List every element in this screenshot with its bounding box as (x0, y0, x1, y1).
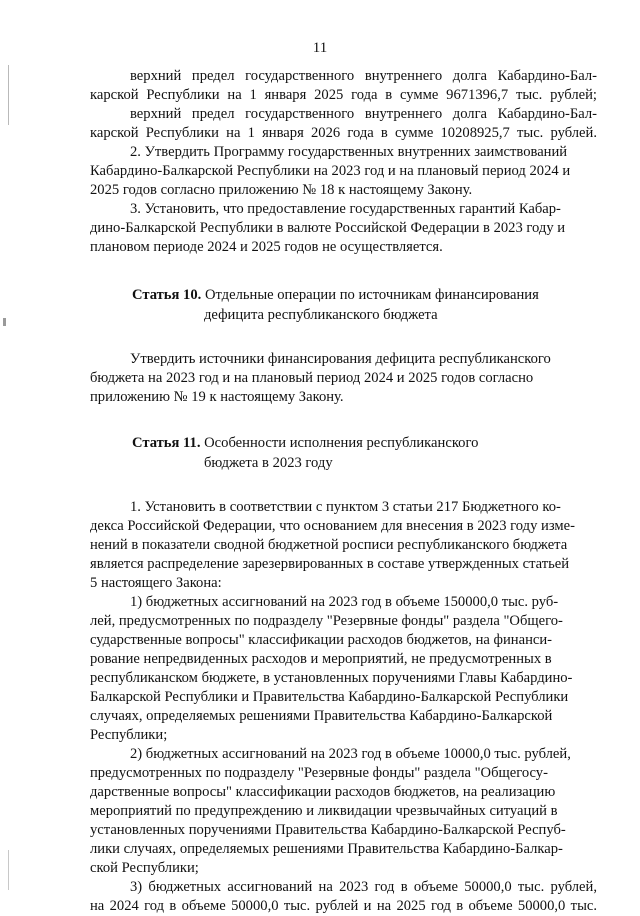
paragraph-item-3 (90, 878, 597, 916)
scan-edge-line-bottom (8, 850, 9, 890)
text-line: приложению № 19 к настоящему Закону. (90, 389, 344, 405)
text-line: карской Республики на 1 января 2025 года в сумме 9671396,7 тыс. рублей; (90, 87, 597, 103)
article-11-title-cont: бюджета в 2023 году (204, 455, 333, 471)
scan-edge-mark (3, 318, 6, 326)
page-number: 11 (312, 40, 328, 56)
text-line: Республики; (90, 727, 168, 743)
text-line: республиканском бюджете, в установленных поручениями Главы Кабардино- (90, 670, 573, 686)
text-line: 5 настоящего Закона: (90, 575, 222, 591)
paragraph-item-2 (90, 745, 597, 878)
document-body (90, 67, 597, 916)
text-line: нений в показатели сводной бюджетной росписи республиканского бюджета (90, 537, 568, 553)
text-line: 2. Утвердить Программу государственных внутренних заимствований (130, 144, 568, 160)
article-11-label: Статья 11. (132, 435, 201, 451)
text-line: 3. Установить, что предоставление государственных гарантий Кабар- (130, 201, 561, 217)
article-11-heading (90, 433, 597, 473)
article-11-title: Особенности исполнения республиканского (200, 435, 479, 451)
text-line: дино-Балкарской Республики в валюте Российской Федерации в 2023 году и (90, 220, 566, 236)
text-line: рование непредвиденных расходов и мероприятий, не предусмотренных в (90, 651, 552, 667)
text-line: лей, предусмотренных по подразделу "Резервные фонды" раздела "Общего- (90, 613, 563, 629)
text-line: Утвердить источники финансирования дефицита республиканского (130, 351, 551, 367)
text-line: декса Российской Федерации, что основанием для внесения в 2023 году изме- (90, 518, 575, 534)
text-line: карской Республики на 1 января 2026 года в сумме 10208925,7 тыс. рублей. (90, 125, 597, 141)
text-line: лики случаях, определяемых решениями Правительства Кабардино-Балкар- (90, 841, 563, 857)
text-line: ской Республики; (90, 860, 199, 876)
text-line: 2025 годов согласно приложению № 18 к настоящему Закону. (90, 182, 473, 198)
paragraph-debt-limit-2026 (90, 105, 597, 143)
paragraph-deficit-sources (90, 350, 597, 407)
text-line: на 2024 год в объеме 50000,0 тыс. рублей и на 2025 год в объеме 50000,0 тыс. (90, 898, 597, 914)
article-10-heading (90, 285, 597, 325)
text-line: предусмотренных по подразделу "Резервные фонды" раздела "Общегосу- (90, 765, 548, 781)
article-10-title: Отдельные операции по источникам финансирования (201, 287, 539, 303)
text-line: плановом периоде 2024 и 2025 годов не осуществляется. (90, 239, 443, 255)
scan-edge-line (8, 65, 9, 125)
text-line: верхний предел государственного внутреннего долга Кабардино-Бал- (130, 68, 597, 84)
paragraph-item-1 (90, 593, 597, 745)
paragraph-debt-limit-2025 (90, 67, 597, 105)
article-10-label: Статья 10. (132, 287, 202, 303)
text-line: мероприятий по предупреждению и ликвидации чрезвычайных ситуаций в (90, 803, 558, 819)
text-line: сударственные вопросы" классификации расходов бюджетов, на финанси- (90, 632, 553, 648)
text-line: 1. Установить в соответствии с пунктом 3 статьи 217 Бюджетного ко- (130, 499, 561, 515)
text-line: установленных поручениями Правительства Кабардино-Балкарской Респуб- (90, 822, 566, 838)
text-line: является распределение зарезервированных в составе утвержденных статьей (90, 556, 570, 572)
text-line: бюджета на 2023 год и на плановый период 2024 и 2025 годов согласно (90, 370, 534, 386)
text-line: 1) бюджетных ассигнований на 2023 год в объеме 150000,0 тыс. руб- (130, 594, 559, 610)
paragraph-budget-changes (90, 498, 597, 593)
text-line: 2) бюджетных ассигнований на 2023 год в объеме 10000,0 тыс. рублей, (130, 746, 571, 762)
text-line: верхний предел государственного внутреннего долга Кабардино-Бал- (130, 106, 597, 122)
text-line: 3) бюджетных ассигнований на 2023 год в объеме 50000,0 тыс. рублей, (130, 879, 597, 895)
text-line: случаях, определяемых решениями Правительства Кабардино-Балкарской (90, 708, 553, 724)
article-10-title-cont: дефицита республиканского бюджета (204, 307, 438, 323)
text-line: дарственные вопросы" классификации расходов бюджетов, на реализацию (90, 784, 556, 800)
paragraph-state-guarantees (90, 200, 597, 257)
text-line: Балкарской Республики и Правительства Кабардино-Балкарской Республики (90, 689, 569, 705)
paragraph-borrowing-program (90, 143, 597, 200)
text-line: Кабардино-Балкарской Республики на 2023 год и на плановый период 2024 и (90, 163, 571, 179)
